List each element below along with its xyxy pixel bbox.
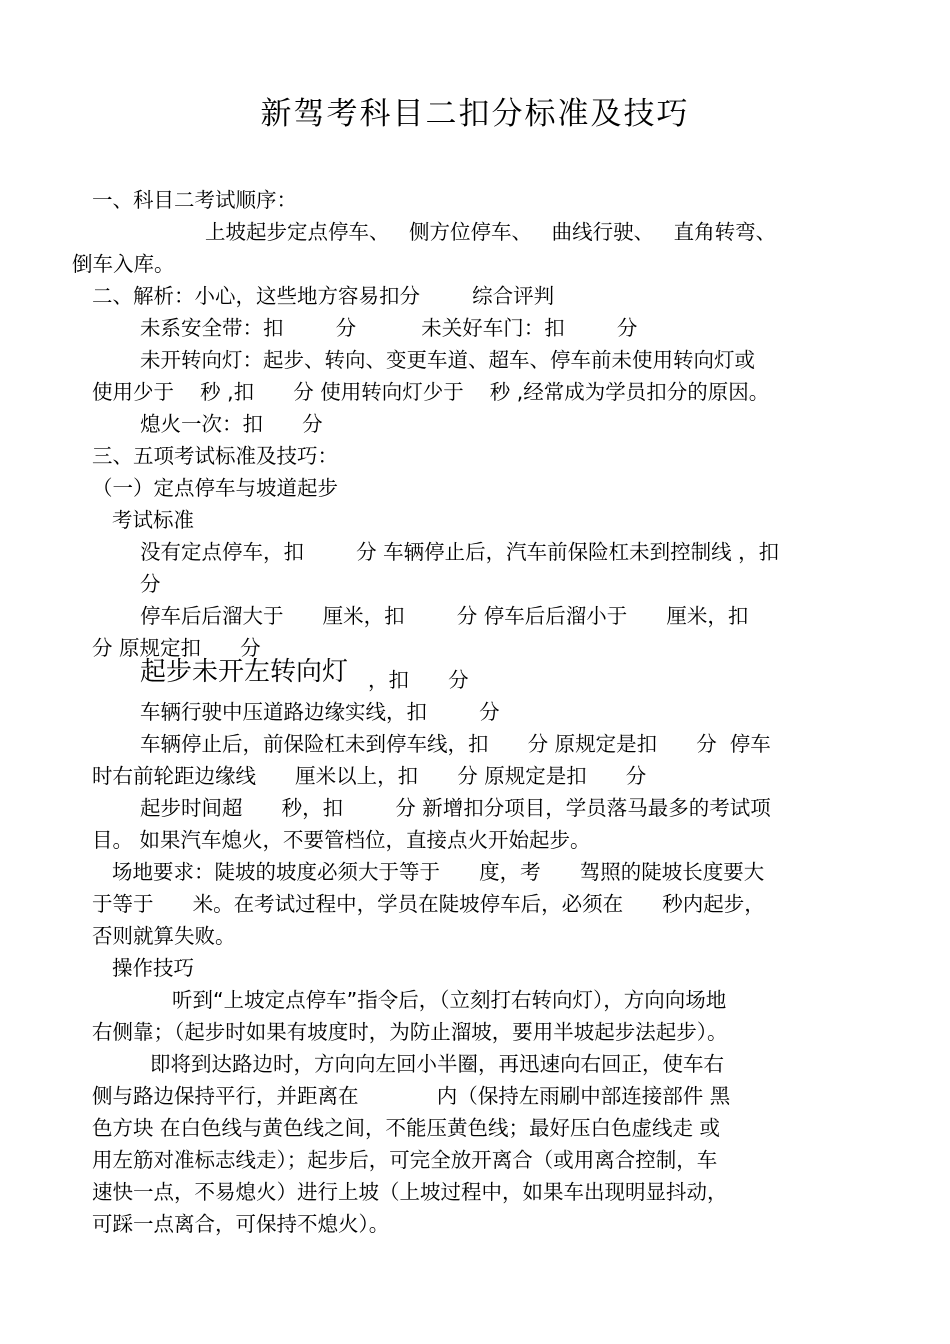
- paragraph-line: 可踩一点离合，可保持不熄火）。: [92, 1212, 390, 1236]
- paragraph-line: 色方块 在白色线与黄色线之间，不能压黄色线；最好压白色虚线走 或: [92, 1116, 721, 1140]
- paragraph-line: 车辆停止后，前保险杠未到停车线，扣 分 原规定是扣 分 停车: [140, 732, 771, 756]
- paragraph-line: 侧与路边保持平行，并距离在 内（保持左雨刷中部连接部件 黑: [92, 1084, 731, 1108]
- paragraph-line: 场地要求：陡坡的坡度必须大于等于 度，考 驾照的陡坡长度要大: [112, 860, 765, 884]
- section-heading-1: 一、科目二考试顺序：: [92, 188, 297, 212]
- paragraph-line: 时右前轮距边缘线 厘米以上，扣 分 原规定是扣 分: [92, 764, 647, 788]
- paragraph-line: 熄火一次：扣 分: [140, 412, 323, 436]
- paragraph-line: 速快一点，不易熄火）进行上坡（上坡过程中，如果车出现明显抖动，: [92, 1180, 728, 1204]
- paragraph-line: 否则就算失败。: [92, 924, 236, 948]
- paragraph-line: 目。 如果汽车熄火，不要管档位，直接点火开始起步。: [92, 828, 591, 852]
- paragraph-line: ，扣 分: [368, 668, 469, 692]
- paragraph-line: 于等于 米。在考试过程中，学员在陡坡停车后，必须在 秒内起步，: [92, 892, 765, 916]
- paragraph-line: 倒车入库。: [72, 252, 175, 276]
- paragraph-line: 用左筋对准标志线走）；起步后，可完全放开离合（或用离合控制，车: [92, 1148, 718, 1172]
- paragraph-line: 上坡起步定点停车、 侧方位停车、 曲线行驶、 直角转弯、: [205, 220, 777, 244]
- paragraph-line: 分 原规定扣 分: [92, 636, 261, 660]
- paragraph-line: 未开转向灯：起步、转向、变更车道、超车、停车前未使用转向灯或: [140, 348, 755, 372]
- paragraph-line: 没有定点停车，扣 分 车辆停止后，汽车前保险杠未到控制线 ，扣: [140, 540, 780, 564]
- section-heading-3: 三、五项考试标准及技巧：: [92, 444, 338, 468]
- paragraph-line: 分: [140, 572, 161, 596]
- large-text-segment: 起步未开左转向灯: [140, 657, 349, 687]
- paragraph-line: 使用少于 秒 ,扣 分 使用转向灯少于 秒 ,经常成为学员扣分的原因。: [92, 380, 770, 404]
- subheading-operation-tips: 操作技巧: [112, 956, 194, 980]
- section-heading-2: 二、解析：小心，这些地方容易扣分 综合评判: [92, 284, 555, 308]
- paragraph-line: 即将到达路边时，方向向左回小半圈，再迅速向右回正，使车右: [150, 1052, 724, 1076]
- paragraph-line: 停车后后溜大于 厘米，扣 分 停车后后溜小于 厘米，扣: [140, 604, 749, 628]
- paragraph-line: 听到“上坡定点停车”指令后，（立刻打右转向灯），方向向场地: [172, 988, 727, 1012]
- paragraph-line: 起步时间超 秒，扣 分 新增扣分项目，学员落马最多的考试项: [140, 796, 771, 820]
- document-title: 新驾考科目二扣分标准及技巧: [260, 96, 690, 132]
- paragraph-line: 右侧靠；（起步时如果有坡度时，为防止溜坡，要用半坡起步法起步）。: [92, 1020, 728, 1044]
- subsection-heading: （一）定点停车与坡道起步: [92, 476, 338, 500]
- paragraph-line: 车辆行驶中压道路边缘实线，扣 分: [140, 700, 500, 724]
- subheading-exam-standard: 考试标准: [112, 508, 194, 532]
- paragraph-line: 未系安全带：扣 分 未关好车门：扣 分: [140, 316, 638, 340]
